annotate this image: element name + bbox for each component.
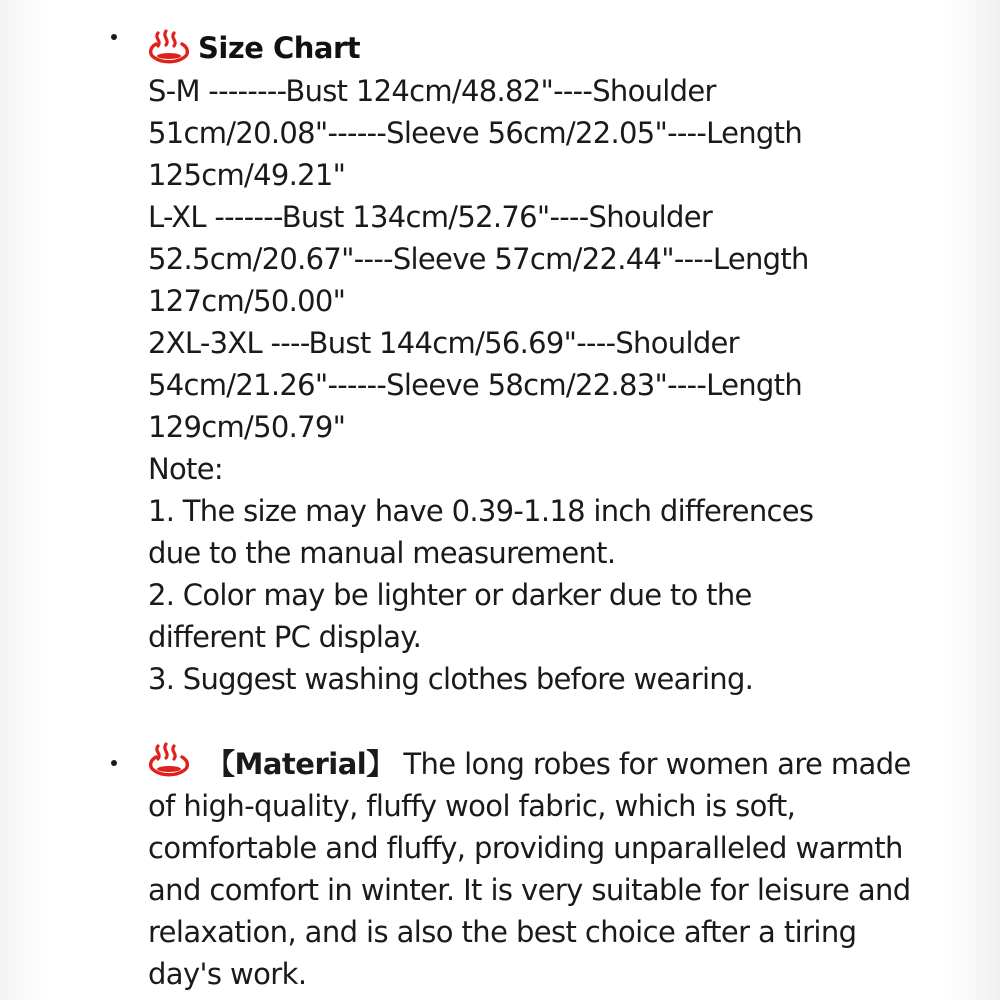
note-line: 1. The size may have 0.39-1.18 inch differences xyxy=(148,494,814,528)
size-chart-title: Size Chart xyxy=(198,31,361,65)
size-chart-section xyxy=(148,26,928,700)
note-label: Note: xyxy=(148,452,223,486)
note-line: due to the manual measurement. xyxy=(148,536,616,570)
size-chart-heading xyxy=(148,26,928,70)
note-line: 3. Suggest washing clothes before wearing. xyxy=(148,662,754,696)
size-chart-line: S-M --------Bust 124cm/48.82"----Shoulder xyxy=(148,74,716,108)
size-chart-line: 2XL-3XL ----Bust 144cm/56.69"----Shoulder xyxy=(148,326,739,360)
material-paragraph xyxy=(148,742,928,995)
left-edge-shade xyxy=(0,0,46,1000)
bullet-dot xyxy=(111,34,117,40)
material-title: 【Material】 xyxy=(206,747,395,781)
material-section xyxy=(148,742,928,995)
material-text: The long robes for women are made of high-quality, fluffy wool fabric, which is soft, comfortable and fluffy, providing unparalleled warmth and comfort in winter. It is very suitable for leisure and relaxation, and is also the best choice after a tiring day's work. xyxy=(148,747,911,991)
size-chart-line: 129cm/50.79" xyxy=(148,410,346,444)
hot-springs-icon xyxy=(148,742,192,780)
size-chart-line: 52.5cm/20.67"----Sleeve 57cm/22.44"----Length xyxy=(148,242,809,276)
note-line: 2. Color may be lighter or darker due to the xyxy=(148,578,752,612)
size-chart-line: 51cm/20.08"------Sleeve 56cm/22.05"----Length xyxy=(148,116,802,150)
size-chart-line: 54cm/21.26"------Sleeve 58cm/22.83"----Length xyxy=(148,368,802,402)
bullet-dot xyxy=(111,760,117,766)
right-edge-shade xyxy=(946,0,1000,1000)
hot-springs-icon xyxy=(148,29,192,67)
size-chart-line: 127cm/50.00" xyxy=(148,284,346,318)
note-line: different PC display. xyxy=(148,620,422,654)
size-chart-line: 125cm/49.21" xyxy=(148,158,346,192)
size-chart-body xyxy=(148,70,928,700)
size-chart-line: L-XL -------Bust 134cm/52.76"----Shoulder xyxy=(148,200,713,234)
